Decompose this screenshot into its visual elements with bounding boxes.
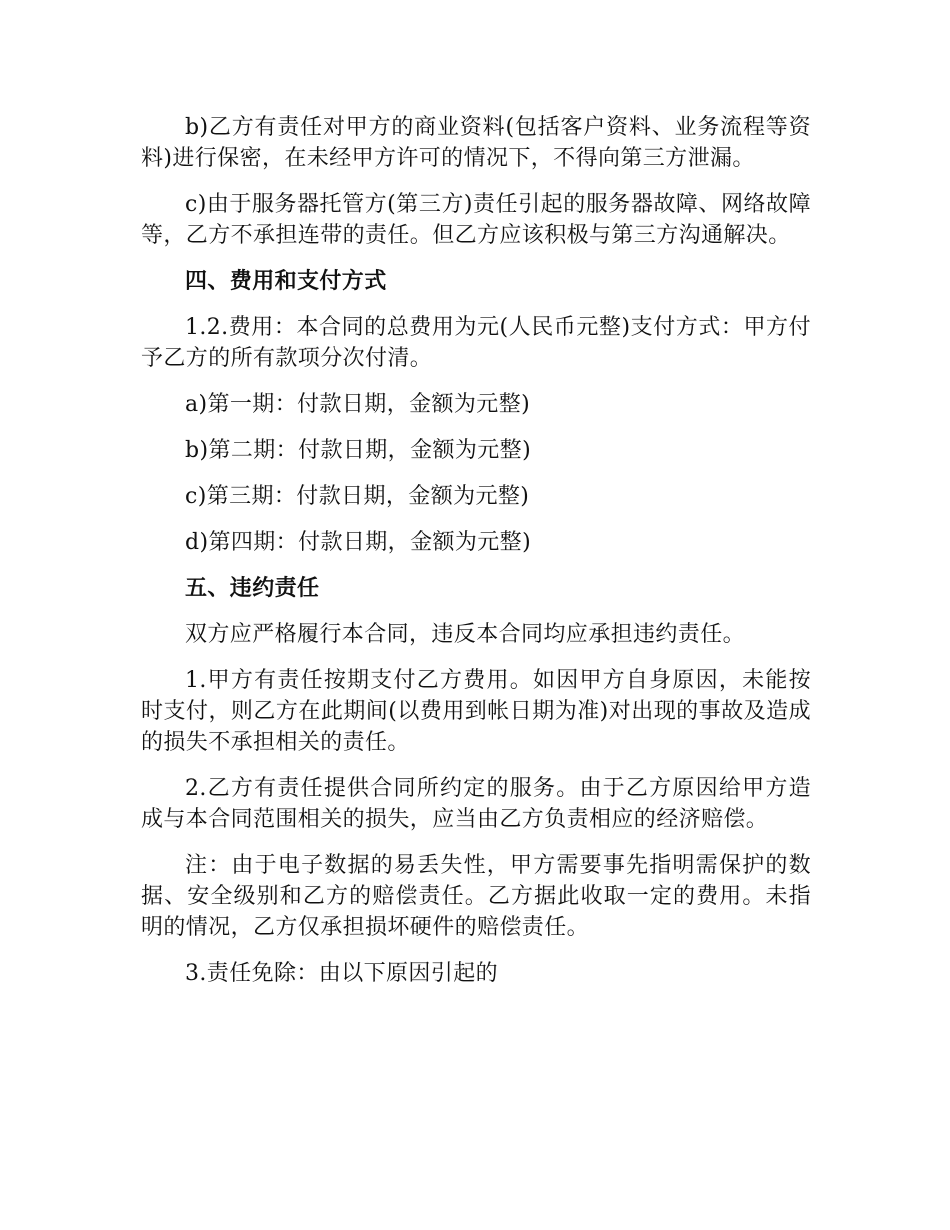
clause-exemption: 3.责任免除：由以下原因引起的 <box>185 961 498 986</box>
clause-breach-intro: 双方应严格履行本合同，违反本合同均应承担违约责任。 <box>185 622 746 647</box>
clause-fees: 1.2.费用：本合同的总费用为元(人民币元整)支付方式：甲方付予乙方的所有款项分次付清。 <box>141 315 811 371</box>
clause-party-a-payment: 1.甲方有责任按期支付乙方费用。如因甲方自身原因，未能按时支付，则乙方在此期间(以费用到帐日期为准)对出现的事故及造成的损失不承担相关的责任。 <box>141 668 811 755</box>
section-five-heading: 五、违约责任 <box>185 576 320 601</box>
section-four-heading: 四、费用和支付方式 <box>185 269 387 294</box>
installment-4: d)第四期：付款日期，金额为元整) <box>185 530 532 555</box>
installment-3: c)第三期：付款日期，金额为元整) <box>185 484 530 509</box>
clause-party-b-service: 2.乙方有责任提供合同所约定的服务。由于乙方原因给甲方造成与本合同范围相关的损失，应当由乙方负责相应的经济赔偿。 <box>141 776 811 832</box>
installment-2: b)第二期：付款日期，金额为元整) <box>185 438 532 463</box>
clause-confidentiality: b)乙方有责任对甲方的商业资料(包括客户资料、业务流程等资料)进行保密，在未经甲方许可的情况下，不得向第三方泄漏。 <box>141 115 811 171</box>
clause-note-data: 注：由于电子数据的易丢失性，甲方需要事先指明需保护的数据、安全级别和乙方的赔偿责任。乙方据此收取一定的费用。未指明的情况，乙方仅承担损坏硬件的赔偿责任。 <box>141 853 811 940</box>
installment-1: a)第一期：付款日期，金额为元整) <box>185 392 531 417</box>
document-page <box>141 112 811 1004</box>
clause-third-party-hosting: c)由于服务器托管方(第三方)责任引起的服务器故障、网络故障等，乙方不承担连带的责任。但乙方应该积极与第三方沟通解决。 <box>141 192 811 248</box>
